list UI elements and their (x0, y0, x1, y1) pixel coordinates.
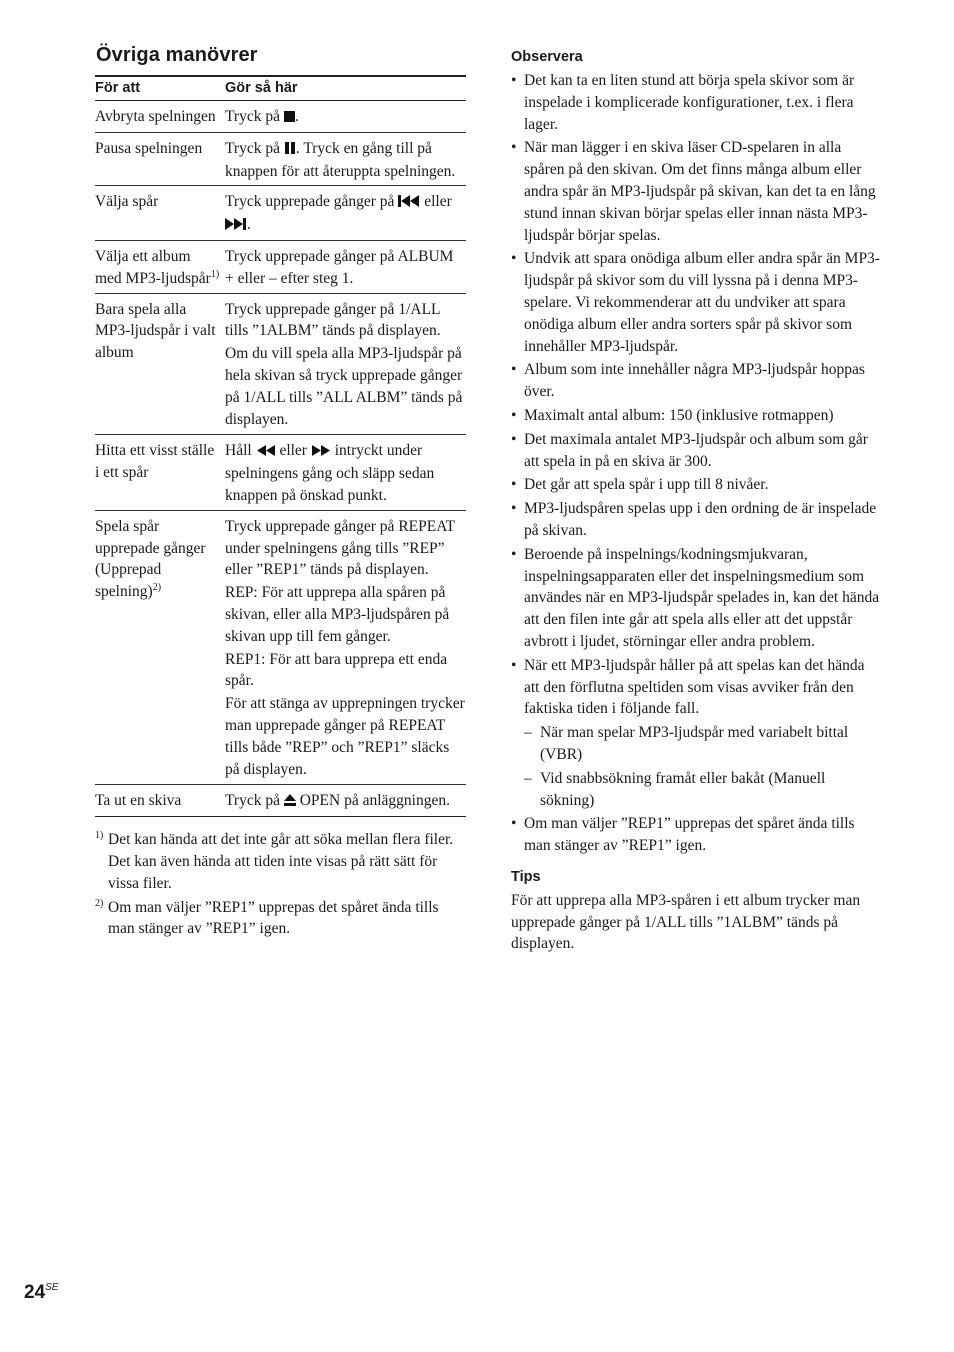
list-item: • Undvik att spara onödiga album eller andra spår än MP3-ljudspår på skivor som du vill lyssna på i denna MP3-spelare. Vi rekommenderar att du undviker att spara onödiga album eller andra sorters spår på skivor som innehåller MP3-ljudspår. (511, 250, 880, 355)
skip-previous-icon (398, 192, 420, 214)
row-action: Hitta ett visst ställe i ett spår (95, 435, 225, 510)
sub-list-item: – När man spelar MP3-ljudspår med variabelt bittal (VBR) (524, 724, 849, 763)
row-instruction: Tryck på . (225, 101, 466, 133)
row-instruction: Håll eller intryckt under spelningens gång och släpp sedan knappen på önskad punkt. (225, 435, 466, 510)
header-for-att: För att (95, 76, 225, 101)
sub-list-item: – Vid snabbsökning framåt eller bakåt (Manuell sökning) (524, 769, 826, 809)
pause-icon (284, 139, 296, 161)
list-item: • Album som inte innehåller några MP3-ljudspår hoppas över. (511, 361, 865, 401)
footnote-ref: 2) (152, 582, 162, 594)
row-instruction: Tryck upprepade gånger på eller . (225, 186, 466, 241)
fast-forward-icon (311, 441, 331, 463)
list-item: • Om man väljer ”REP1” upprepas det spåret ända tills man stänger av ”REP1” igen. (511, 815, 855, 855)
observera-list (511, 70, 883, 857)
list-item: • Det går att spela spår i upp till 8 nivåer. (511, 476, 769, 494)
row-action: Bara spela alla MP3-ljudspår i valt album (95, 293, 225, 435)
table-row (95, 510, 466, 785)
sub-list (524, 722, 883, 811)
table-header-row (95, 76, 466, 101)
footnote: 2) Om man väljer ”REP1” upprepas det spåret ända tills man stänger av ”REP1” igen. (95, 897, 439, 938)
page-number: $24^{SE}$ (24, 1282, 59, 1303)
row-instruction: Tryck på . Tryck en gång till på knappen för att återuppta spelningen. (225, 132, 466, 186)
observera-title: Observera (511, 49, 583, 65)
row-action: Pausa spelningen (95, 132, 225, 186)
row-instruction: Tryck upprepade gånger på ALBUM + eller – efter steg 1. (225, 240, 466, 293)
list-item: • MP3-ljudspåren spelas upp i den ordning de är inspelade på skivan. (511, 500, 877, 539)
tips-title: Tips (511, 868, 541, 885)
list-item: • När ett MP3-ljudspår håller på att spelas kan det hända att den förflutna speltiden som visas avviker från den faktiska tiden i följande fall. – När man spelar MP3-ljudspår med variabelt bittal (VBR) – Vid snabbsökning framåt eller bakåt (Manuell sökning) (511, 655, 883, 812)
footnote-ref: 1) (210, 268, 220, 280)
eject-icon (284, 791, 296, 813)
right-column (511, 44, 883, 955)
table-row (95, 101, 466, 133)
table-row (95, 293, 466, 435)
table-row (95, 132, 466, 186)
table-row (95, 435, 466, 510)
list-item: • Maximalt antal album: 150 (inklusive rotmappen) (511, 406, 834, 424)
list-item: • Beroende på inspelnings/kodningsmjukvaran, inspelningsapparaten eller det inspelningsmedium som användes när en MP3-ljudspår spelades in, kan det hända att den filen inte går att spela alls eller att det uppstår avbrott i ljudet, störningar eller andra problem. (511, 545, 880, 650)
row-action: Välja spår (95, 186, 225, 241)
list-item: • Det maximala antalet MP3-ljudspår och album som går att spela in på en skiva är 300. (511, 430, 868, 470)
footnotes (95, 829, 466, 940)
row-action: Välja ett album med MP3-ljudspår$^{1)}$ (95, 240, 225, 293)
row-action: Spela spår upprepade gånger (Upprepad spelning)$^{2)}$ (95, 510, 225, 785)
row-instruction: Tryck på OPEN på anläggningen. (225, 785, 466, 817)
list-item: • När man lägger i en skiva läser CD-spelaren in alla spåren på den skivan. Om det finns många album eller andra spår än MP3-ljudspår på skivan, kan det ta en lång stund innan skivan börjar spelas eller innan nästa MP3-ljudspår börjar spelas. (511, 139, 876, 244)
stop-icon (284, 107, 295, 129)
skip-next-icon (225, 215, 247, 237)
row-action: Ta ut en skiva (95, 785, 225, 817)
table-row (95, 240, 466, 293)
list-item: • Det kan ta en liten stund att börja spela skivor som är inspelade i komplicerade konfigurationer, t.ex. i flera lager. (511, 72, 855, 133)
operations-table (95, 75, 466, 817)
tips-text: För att upprepa alla MP3-spåren i ett album trycker man upprepade gånger på 1/ALL tills ”1ALBM” tänds på displayen. (511, 891, 861, 953)
row-instruction: Tryck upprepade gånger på REPEAT under spelningens gång tills ”REP” eller ”REP1” tänds på displayen. REP: För att upprepa alla spåren på skivan, eller alla MP3-ljudspåren på skivan upp till fem gånger. REP1: För att bara upprepa ett enda spår. För att stänga av upprepningen trycker man upprepade gånger på REPEAT tills både ”REP” och ”REP1” släcks på displayen. (225, 510, 466, 785)
table-row (95, 186, 466, 241)
row-action: Avbryta spelningen (95, 108, 216, 125)
header-gor-sa-har: Gör så här (225, 76, 466, 101)
footnote: 1) Det kan hända att det inte går att söka mellan flera filer. Det kan även hända att tiden inte visas på rätt sätt för vissa filer. (95, 830, 454, 892)
rewind-icon (256, 441, 276, 463)
section-title: Övriga manövrer (96, 44, 258, 66)
row-instruction: Tryck upprepade gånger på 1/ALL tills ”1ALBM” tänds på displayen. Om du vill spela alla MP3-ljudspår på hela skivan så tryck upprepade gånger på 1/ALL tills ”ALL ALBM” tänds på displayen. (225, 293, 466, 435)
table-row (95, 785, 466, 817)
left-column (95, 44, 466, 942)
